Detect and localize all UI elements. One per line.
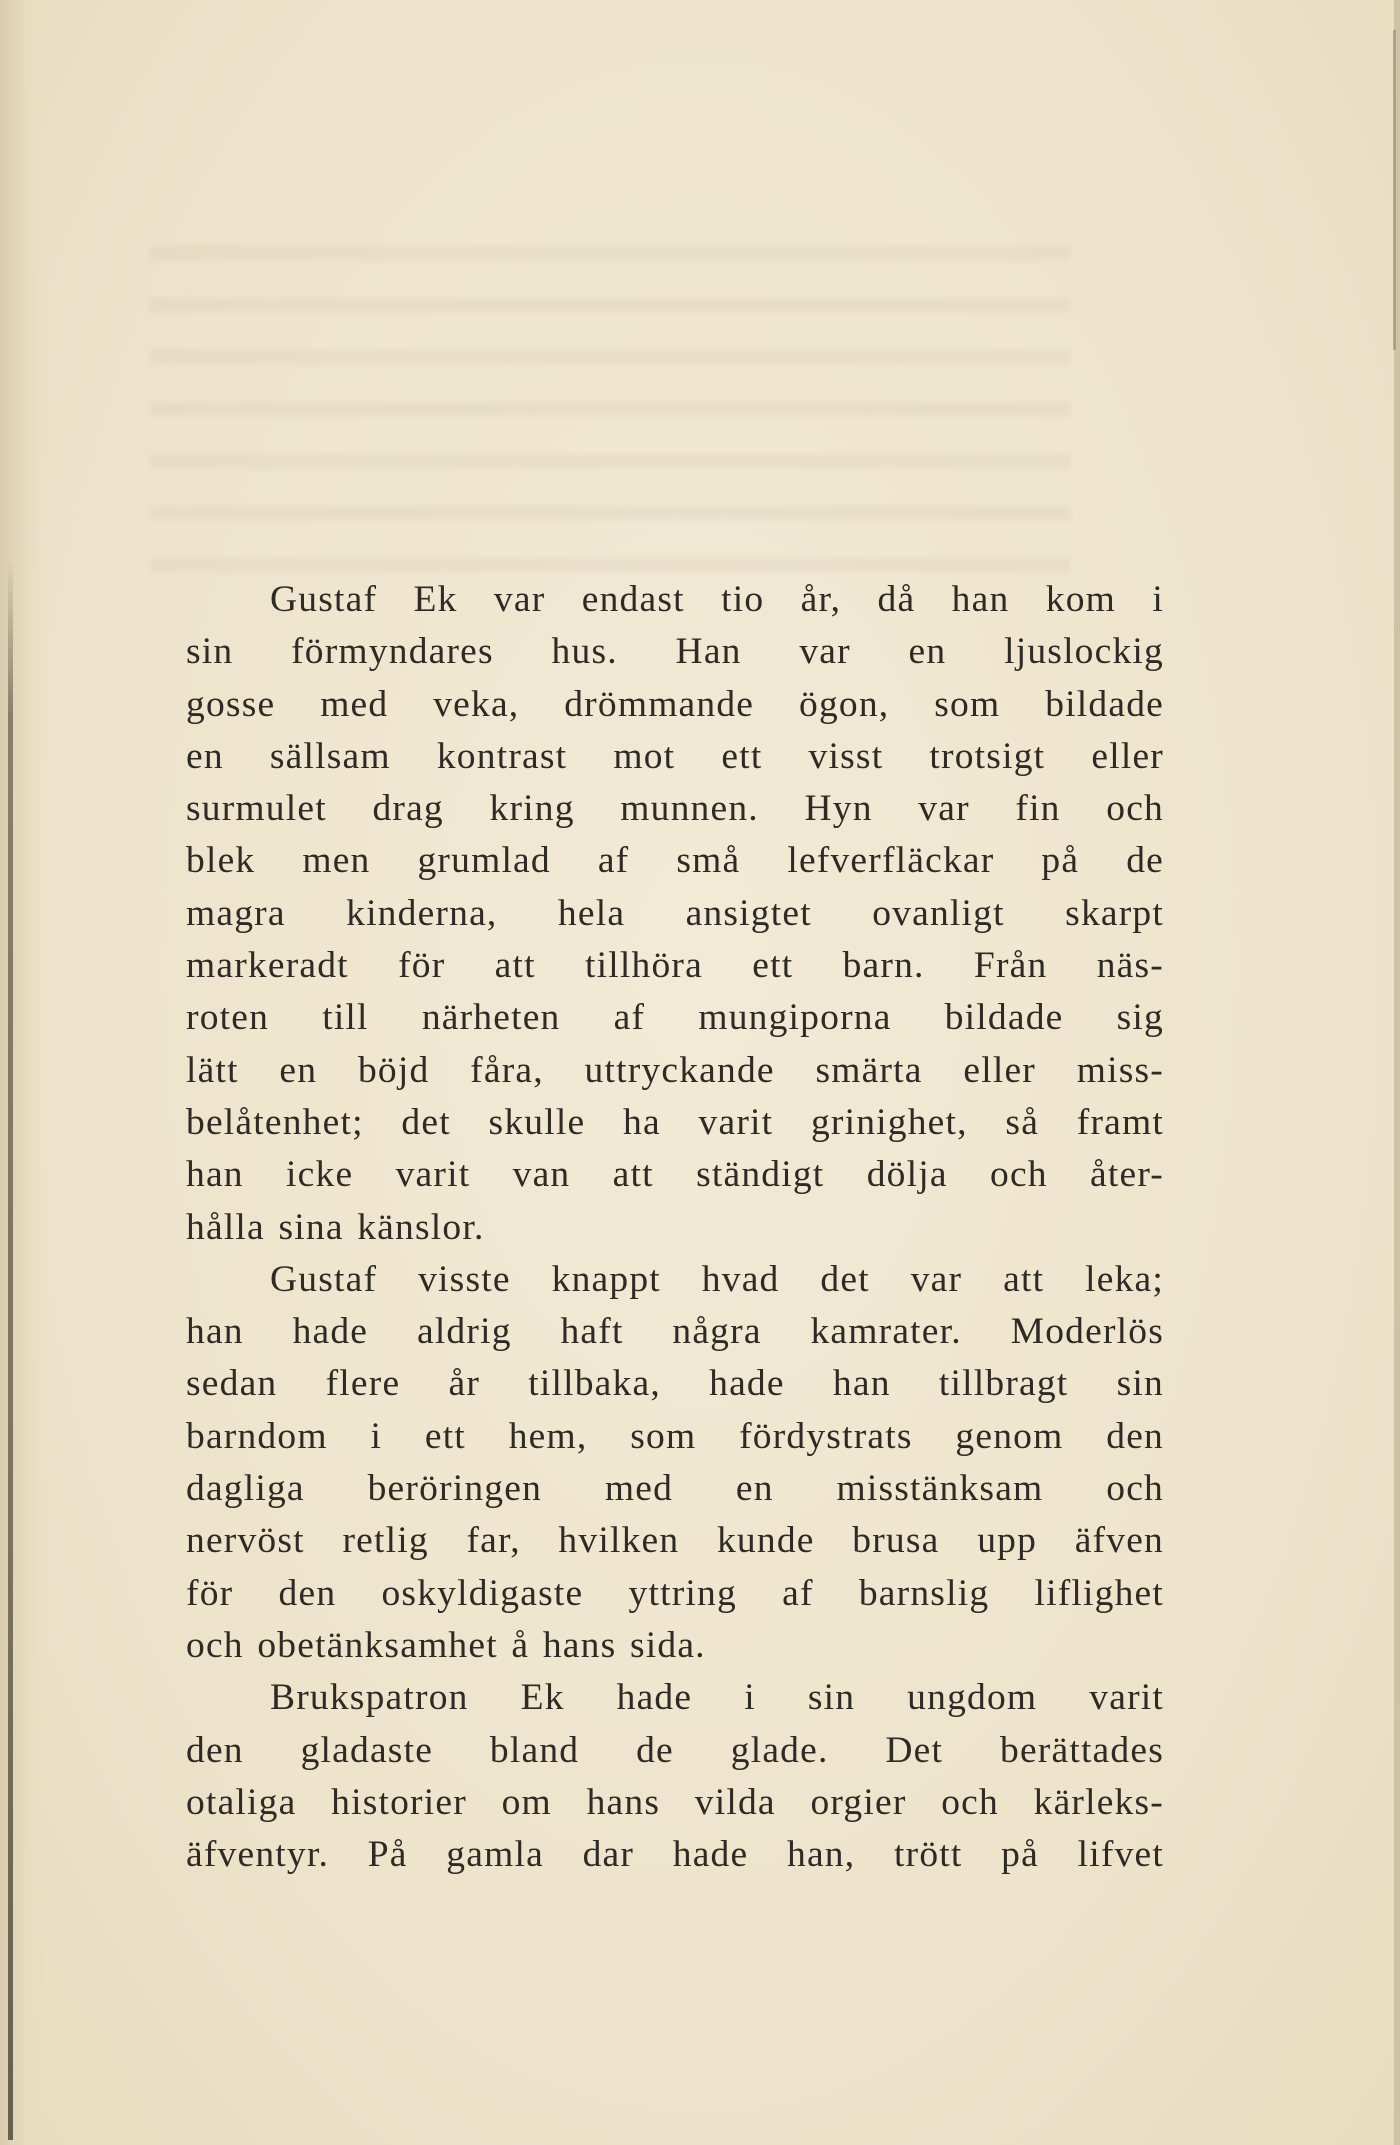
text-line: sedan flere år tillbaka, hade han tillbragt sin	[186, 1363, 1164, 1405]
text-line: lätt en böjd fåra, uttryckande smärta eller miss-	[186, 1049, 1164, 1091]
text-line: surmulet drag kring munnen. Hyn var fin och	[186, 788, 1164, 830]
text-line: barndom i ett hem, som fördystrats genom den	[186, 1415, 1164, 1457]
text-line: Gustaf Ek var endast tio år, då han kom i	[270, 579, 1164, 620]
text-line: Brukspatron Ek hade i sin ungdom varit	[270, 1677, 1164, 1719]
text-line: nervöst retlig far, hvilken kunde brusa upp äfven	[186, 1520, 1164, 1562]
text-line: otaliga historier om hans vilda orgier och kärleks-	[186, 1781, 1164, 1823]
text-line: sin förmyndares hus. Han var en ljuslockig	[186, 631, 1164, 673]
text-line: gosse med veka, drömmande ögon, som bildade	[186, 683, 1164, 725]
text-line: roten till närheten af mungiporna bildade sig	[186, 997, 1164, 1039]
text-line: den gladaste bland de glade. Det berättades	[186, 1729, 1164, 1771]
text-line: hålla sina känslor.	[186, 1206, 485, 1248]
text-line: och obetänksamhet å hans sida.	[186, 1624, 706, 1666]
page-edge-mark	[1393, 30, 1396, 350]
text-line: han hade aldrig haft några kamrater. Moderlös	[186, 1311, 1164, 1353]
text-line: en sällsam kontrast mot ett visst trotsigt eller	[186, 735, 1164, 777]
binding-edge	[0, 0, 44, 2145]
text-line: magra kinderna, hela ansigtet ovanligt skarpt	[186, 892, 1164, 934]
show-through-text	[150, 215, 1070, 575]
text-line: han icke varit van att ständigt dölja och åter-	[186, 1154, 1164, 1196]
text-line: Gustaf visste knappt hvad det var att leka;	[270, 1258, 1164, 1300]
text-line: markeradt för att tillhöra ett barn. Från näs-	[186, 945, 1164, 987]
text-line: äfventyr. På gamla dar hade han, trött på lifvet	[186, 1834, 1164, 1876]
body-text	[186, 574, 1164, 1881]
binding-shadow	[8, 560, 13, 2140]
text-line: blek men grumlad af små lefverfläckar på de	[186, 840, 1164, 882]
text-line: för den oskyldigaste yttring af barnslig liflighet	[186, 1572, 1164, 1614]
text-line: dagliga beröringen med en misstänksam och	[186, 1468, 1164, 1510]
text-line: belåtenhet; det skulle ha varit grinighet, så framt	[186, 1101, 1164, 1143]
